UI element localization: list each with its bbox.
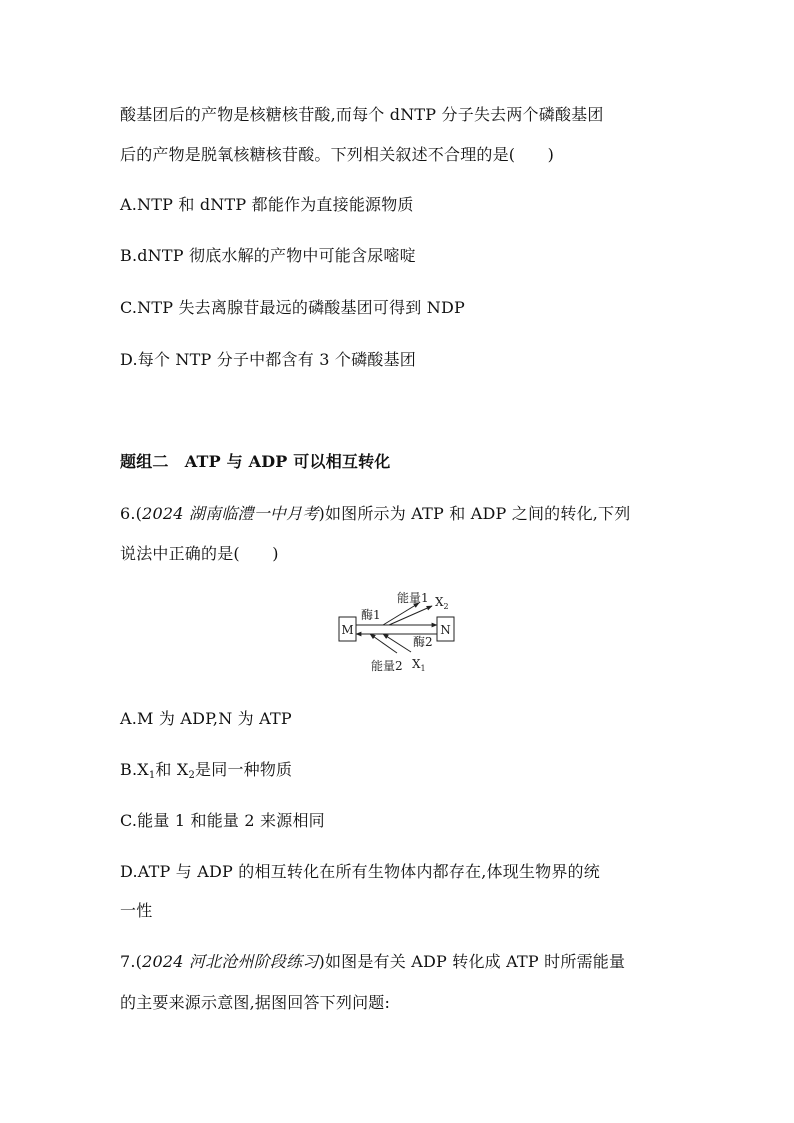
q6-option-a: A.M 为 ADP,N 为 ATP bbox=[120, 709, 292, 728]
q6-number: 6.( bbox=[120, 504, 143, 523]
q5-stem-line1: 酸基团后的产物是核糖核苷酸,而每个 dNTP 分子失去两个磷酸基团 bbox=[120, 105, 604, 124]
q7-stem-rest: )如图是有关 ADP 转化成 ATP 时所需能量 bbox=[318, 952, 626, 971]
q6-option-d-line1: D.ATP 与 ADP 的相互转化在所有生物体内都存在,体现生物界的统 bbox=[120, 862, 600, 881]
q6-option-c: C.能量 1 和能量 2 来源相同 bbox=[120, 811, 325, 830]
x2-label: $X_2$ bbox=[435, 595, 449, 611]
x1-label: $X_1$ bbox=[412, 657, 426, 673]
q7-number: 7.( bbox=[120, 952, 143, 971]
enzyme2-label: 酶2 bbox=[413, 635, 433, 649]
q7-stem-line1 bbox=[120, 951, 625, 973]
q6-option-b: $B.X_1$和 $X_2$是同一种物质 bbox=[120, 760, 293, 781]
q6-stem-rest: )如图所示为 ATP 和 ADP 之间的转化,下列 bbox=[318, 504, 631, 523]
q5-option-b: B.dNTP 彻底水解的产物中可能含尿嘧啶 bbox=[120, 246, 416, 265]
energy2-arrow bbox=[370, 634, 397, 653]
box-m-label: M bbox=[341, 623, 354, 637]
q6-option-d-line2: 一性 bbox=[120, 901, 153, 920]
q5-option-c: C.NTP 失去离腺苷最远的磷酸基团可得到 NDP bbox=[120, 298, 465, 317]
q6-stem-line1 bbox=[120, 503, 630, 525]
x1-arrow bbox=[383, 634, 411, 652]
q6-stem-line2: 说法中正确的是( ) bbox=[120, 544, 279, 563]
q6-source: 2024 湖南临澧一中月考 bbox=[142, 504, 319, 523]
box-n-label: N bbox=[440, 623, 451, 637]
x2-arrow bbox=[389, 606, 432, 625]
q7-stem-line2: 的主要来源示意图,据图回答下列问题: bbox=[120, 993, 391, 1012]
section-heading: 题组二 ATP 与 ADP 可以相互转化 bbox=[120, 452, 391, 471]
q5-option-a: A.NTP 和 dNTP 都能作为直接能源物质 bbox=[120, 195, 414, 214]
q5-option-d: D.每个 NTP 分子中都含有 3 个磷酸基团 bbox=[120, 350, 416, 369]
enzyme1-label: 酶1 bbox=[361, 608, 381, 622]
atp-adp-diagram bbox=[335, 586, 465, 678]
energy1-label: 能量1 bbox=[397, 591, 429, 605]
q7-source: 2024 河北沧州阶段练习 bbox=[142, 952, 319, 971]
energy2-label: 能量2 bbox=[371, 659, 403, 673]
q5-stem-line2: 后的产物是脱氧核糖核苷酸。下列相关叙述不合理的是( ) bbox=[120, 145, 555, 164]
